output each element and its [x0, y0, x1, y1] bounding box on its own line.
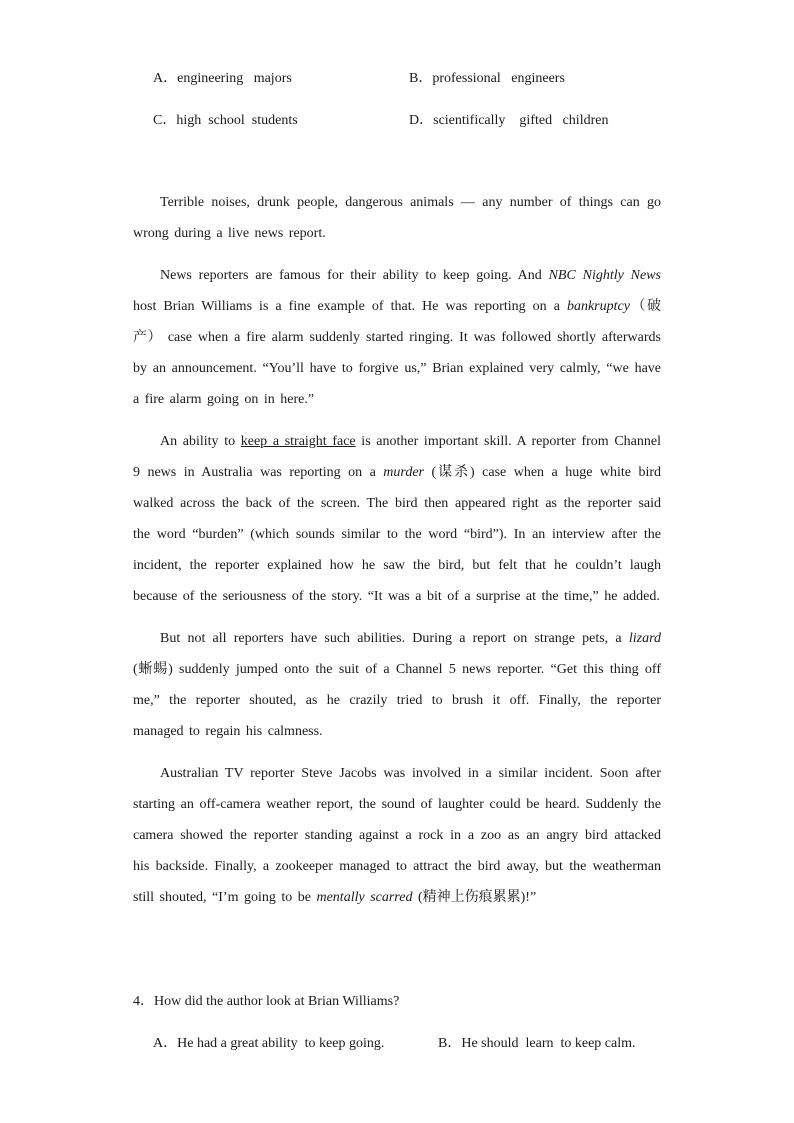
passage-paragraph-3: [133, 426, 661, 612]
q4-option-a-label: A．: [153, 1036, 178, 1051]
p4-italic-lizard: lizard: [628, 631, 661, 646]
p3-text-1: An ability to: [160, 434, 241, 449]
option-d: [409, 109, 608, 129]
option-d-label: D．: [409, 113, 434, 128]
q4-option-b-label: B．: [438, 1036, 462, 1051]
option-a: [153, 67, 292, 87]
p2-text-1: News reporters are famous for their ability to keep going. And: [160, 268, 549, 283]
option-c: [153, 109, 298, 129]
option-a-text: engineering majors: [177, 71, 292, 86]
p4-text-2: (蜥蜴) suddenly jumped onto the suit of a Channel 5 news reporter. “Get this thing off me,” the reporter shouted, as he crazily tried to brush it off. Finally, the reporter managed to regain his calmness.: [133, 662, 661, 739]
p3-text-2: is another important skill. A reporter from Channel 9 news in Australia was reporting on a: [133, 434, 661, 480]
question-4-stem: 4．How did the author look at Brian Williams?: [133, 994, 400, 1009]
p5-italic-mentally-scarred: mentally scarred: [316, 890, 413, 905]
p2-italic-bankruptcy: bankruptcy: [566, 299, 630, 314]
option-b: [409, 67, 565, 87]
q4-option-a: [153, 1032, 384, 1052]
p3-underlined-phrase: keep a straight face: [240, 434, 356, 449]
passage-paragraph-1: Terrible noises, drunk people, dangerous animals — any number of things can go wrong during a live news report.: [133, 195, 661, 241]
p5-text-1: Australian TV reporter Steve Jacobs was involved in a similar incident. Soon after starting an off-camera weather report, the sound of laughter could be heard. Suddenly the camera showed the reporter standing against a rock in a zoo as an angry bird attacked his backside. Finally, a zookeeper managed to attract the bird away, but the weatherman still shouted, “I’m going to be: [133, 766, 661, 905]
option-b-label: B．: [409, 71, 433, 86]
q4-option-b: [438, 1032, 636, 1052]
option-a-label: A．: [153, 71, 178, 86]
p5-text-2: (精神上伤痕累累)!”: [412, 890, 537, 905]
option-c-text: high school students: [176, 113, 298, 128]
p4-text-1: But not all reporters have such abilities. During a report on strange pets, a: [160, 631, 629, 646]
p3-text-3: (谋杀) case when a huge white bird walked across the back of the screen. The bird then appeared right as the reporter said the word “burden” (which sounds similar to the word “bird”). In an interview after the incident, the reporter explained how he saw the bird, but felt that he couldn’t laugh because of the seriousness of the story. “It was a bit of a surprise at the time,” he added.: [133, 465, 662, 604]
option-d-text: scientifically gifted children: [433, 113, 609, 128]
passage-paragraph-4: [133, 623, 661, 747]
q4-option-a-text: He had a great ability to keep going.: [177, 1036, 385, 1051]
p2-text-2: host Brian Williams is a fine example of that. He was reporting on a: [133, 299, 567, 314]
p2-text-3: （破 产） case when a fire alarm suddenly started ringing. It was followed shortly afterwards by an announcement. “You’ll have to forgive us,” Brian explained very calmly, “we have a fire alarm going on in here.”: [133, 299, 662, 407]
p3-italic-murder: murder: [383, 465, 424, 480]
passage-paragraph-2: [133, 260, 661, 415]
option-b-text: professional engineers: [432, 71, 565, 86]
q4-option-b-text: He should learn to keep calm.: [461, 1036, 636, 1051]
p2-italic-show-name: NBC Nightly News: [548, 268, 661, 283]
option-c-label: C．: [153, 113, 177, 128]
reading-passage: [133, 187, 661, 924]
passage-paragraph-5: [133, 758, 661, 913]
